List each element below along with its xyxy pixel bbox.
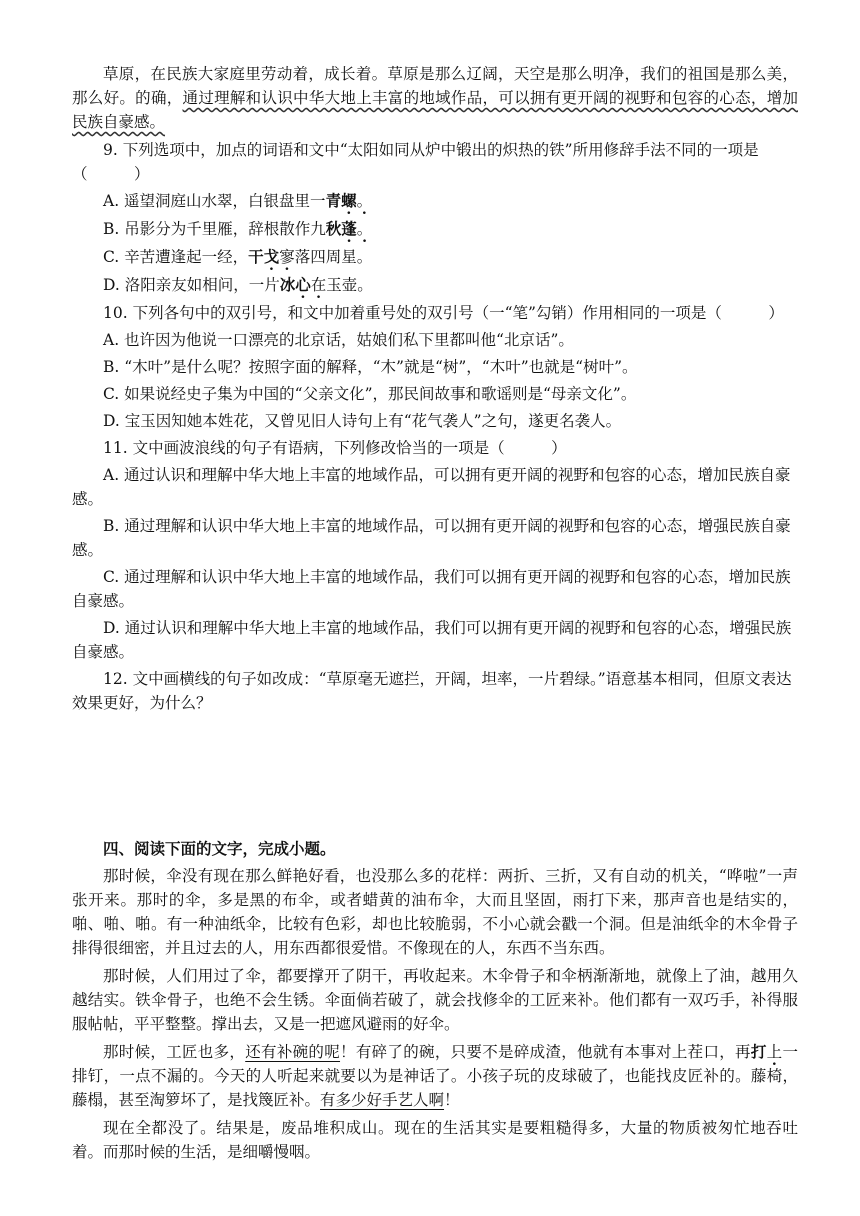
reading-paragraph-4: 现在全都没了。结果是，废品堆积成山。现在的生活其实是要粗糙得多，大量的物质被匆忙地吞吐着。而那时候的生活，是细嚼慢咽。	[72, 1119, 798, 1161]
answer-space	[72, 718, 798, 837]
question-11-stem: 11. 文中画波浪线的句子有语病，下列修改恰当的一项是（ ）	[103, 439, 567, 457]
paragraph-text: ！	[444, 1091, 460, 1109]
emphasis-dot-char: 打	[750, 1042, 767, 1061]
emphasis-dot-char: 蓬	[341, 219, 357, 238]
option-text: 在玉壶。	[310, 276, 373, 294]
underlined-phrase: 有多少好手艺人啊	[320, 1091, 445, 1109]
paragraph-text: ！有碎了的碗，只要不是碎成渣，他就有本事对上茬口，再	[340, 1043, 751, 1061]
q9-option-d	[72, 273, 798, 297]
paragraph-text: 那时候，工匠也多，	[103, 1043, 246, 1061]
reading-paragraph-2: 那时候，人们用过了伞，都要撑开了阴干，再收起来。木伞骨子和伞柄渐渐地，就像上了油，越用久越结实。铁伞骨子，也绝不会生锈。伞面倘若破了，就会找修伞的工匠来补。他们都有一双巧手，补得服服帖帖，平平整整。撑出去，又是一把遮风避雨的好伞。	[72, 967, 798, 1033]
emphasis-dot-char: 秋	[325, 219, 342, 238]
question-9-stem: 9. 下列选项中，加点的词语和文中“太阳如同从炉中锻出的炽热的铁”所用修辞手法不同的一项是（ ）	[72, 141, 759, 183]
emphasis-dot-char: 戈	[263, 247, 280, 266]
option-text: 。	[356, 220, 373, 238]
wavy-underlined-sentence: 通过理解和认识中华大地上丰富的地域作品，可以拥有更开阔的视野和包容的心态，增加民族自豪感。	[72, 89, 798, 131]
question-10-stem: 10. 下列各句中的双引号，和文中加着重号处的双引号（一“笔”勾销）作用相同的一项是（ ）	[103, 304, 784, 322]
q10-option-b: B. “木叶”是什么呢？按照字面的解释，“木”就是“树”，“木叶”也就是“树叶”。	[103, 358, 638, 376]
q9-option-c	[72, 245, 798, 269]
reading-paragraph-1: 那时候，伞没有现在那么鲜艳好看，也没那么多的花样：两折、三折，又有自动的机关，“哗啦”一声张开来。那时的伞，多是黑的布伞，或者蜡黄的油布伞，大而且坚固，雨打下来，那声音也是结实的，啪、啪、啪。有一种油纸伞，比较有色彩，却也比较脆弱，不小心就会戳一个洞。但是油纸伞的木伞骨子排得很细密，并且过去的人，用东西都很爱惜。不像现在的人，东西不当东西。	[72, 867, 798, 957]
underlined-phrase: 还有补碗的呢	[245, 1043, 341, 1061]
emphasis-dot-char: 螺	[341, 191, 357, 210]
question-12-stem: 12. 文中画横线的句子如改成：“草原毫无遮拦，开阔，坦率，一片碧绿。”语意基本相同，但原文表达效果更好，为什么？	[72, 670, 792, 712]
emphasis-dot-char: 心	[295, 275, 311, 294]
q9-option-a	[72, 189, 798, 213]
option-text: A. 遥望洞庭山水翠，白银盘里一	[103, 192, 326, 210]
emphasis-dot-char: 干	[248, 247, 264, 266]
q11-option-a: A. 通过认识和理解中华大地上丰富的地域作品，可以拥有更开阔的视野和包容的心态，增加民族自豪感。	[72, 466, 791, 508]
reading-paragraph-3	[72, 1040, 798, 1112]
option-text: D. 洛阳亲友如相问，一片	[103, 276, 280, 294]
q9-option-b	[72, 217, 798, 241]
q11-option-b: B. 通过理解和认识中华大地上丰富的地域作品，可以拥有更开阔的视野和包容的心态，增强民族自豪感。	[72, 517, 791, 559]
emphasis-dot-char: 冰	[279, 275, 296, 294]
section-heading: 四、阅读下面的文字，完成小题。	[103, 839, 336, 858]
emphasis-dot-char: 青	[325, 191, 342, 210]
paragraph-text: 上一排钉，一点不漏的。今天的人听起来就要以为是神话了。小孩子玩的皮球破了，也能找皮匠补的。藤椅，藤榻，甚至淘箩坏了，是找篾匠补。	[72, 1043, 798, 1109]
option-text: B. 吊影分为千里雁，辞根散作九	[103, 220, 326, 238]
q11-option-c: C. 通过理解和认识中华大地上丰富的地域作品，我们可以拥有更开阔的视野和包容的心态，增加民族自豪感。	[72, 568, 791, 610]
passage-paragraph	[72, 62, 798, 134]
option-text: 寥落四周星。	[279, 248, 373, 266]
q10-option-c: C. 如果说经史子集为中国的“父亲文化”，那民间故事和歌谣则是“母亲文化”。	[103, 385, 637, 403]
passage-text: 草原，在民族大家庭里劳动着，成长着。草原是那么辽阔，天空是那么明净，我们的祖国是那么美，那么好。的确，	[72, 65, 798, 107]
q10-option-d: D. 宝玉因知她本姓花，又曾见旧人诗句上有“花气袭人”之句，遂更名袭人。	[103, 412, 622, 430]
q10-option-a: A. 也许因为他说一口漂亮的北京话，姑娘们私下里都叫他“北京话”。	[103, 331, 574, 349]
option-text: C. 辛苦遭逢起一经，	[103, 248, 249, 266]
option-text: 。	[356, 192, 373, 210]
q11-option-d: D. 通过认识和理解中华大地上丰富的地域作品，我们可以拥有更开阔的视野和包容的心态，增强民族自豪感。	[72, 619, 792, 661]
document-body	[72, 62, 798, 1168]
